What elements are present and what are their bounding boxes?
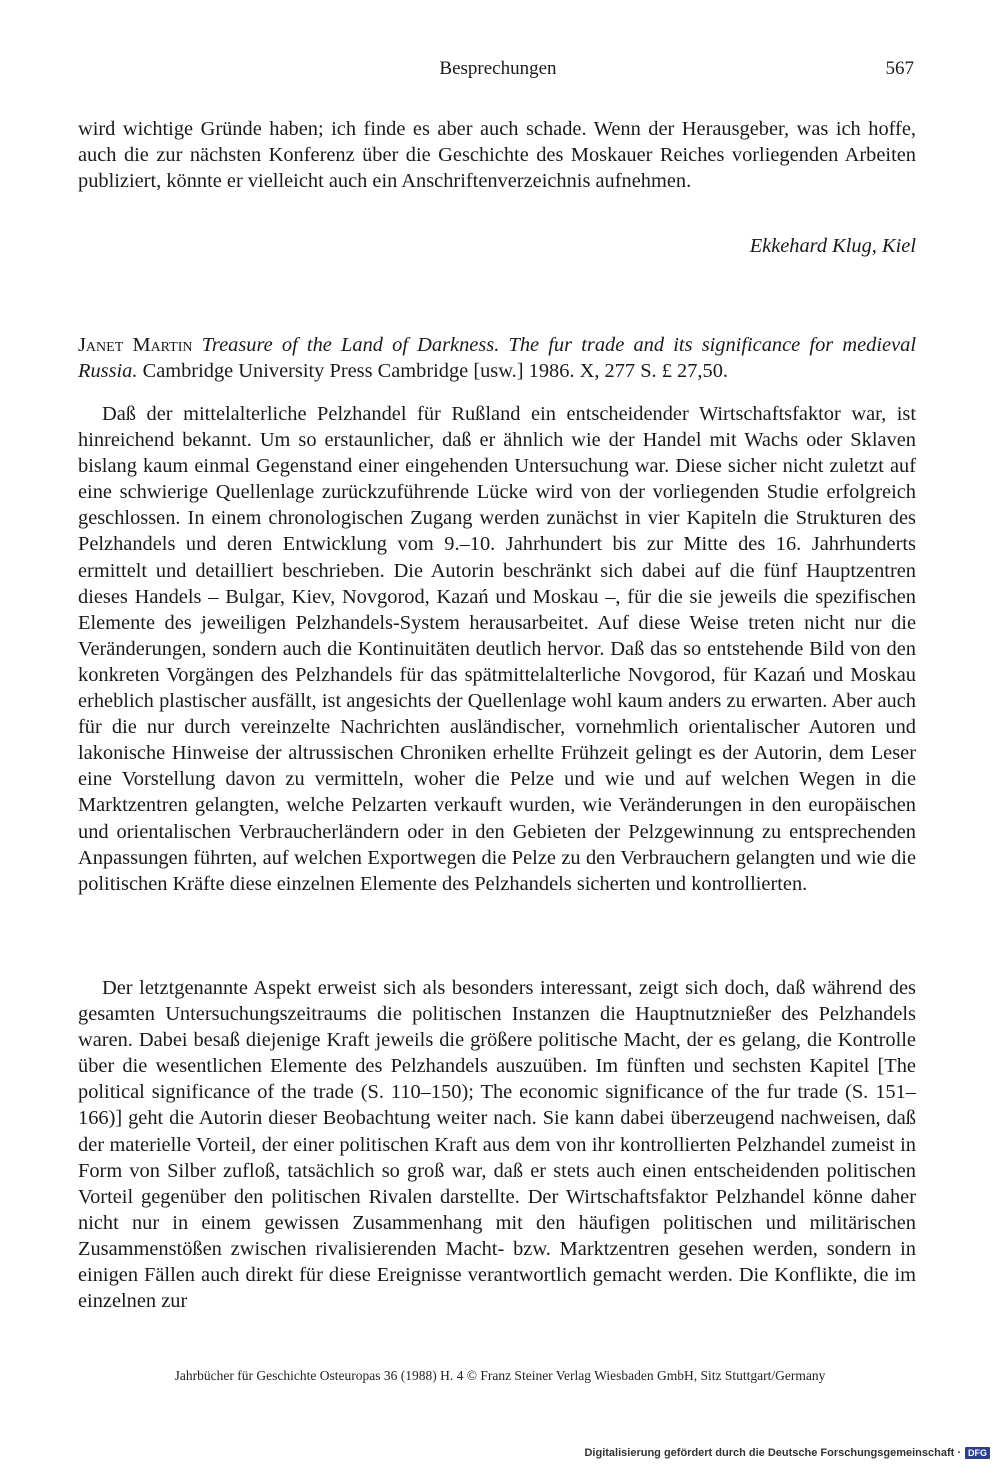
- continuation-paragraph: wird wichtige Gründe haben; ich finde es aber auch schade. Wenn der Herausgeber, was ich hoffe, auch die zur nächsten Konferenz über die Geschichte des Moskauer Reiches vorliegenden Arbeiten publiziert, könnte er vielleicht auch ein Anschriftenverzeichnis aufnehmen.: [78, 118, 916, 193]
- book-title: Treasure of the Land of Darkness. The fur trade and its significance for medieval Russia.: [78, 334, 916, 382]
- digitization-note: [584, 1447, 990, 1459]
- digitization-text: Digitalisierung gefördert durch die Deutsche Forschungsgemeinschaft ·: [584, 1447, 961, 1459]
- reviewer-signature: Ekkehard Klug, Kiel: [749, 235, 916, 257]
- dfg-logo-icon: DFG: [965, 1447, 990, 1459]
- review-paragraph-2: Der letztgenannte Aspekt erweist sich als besonders interessant, zeigt sich doch, daß während des gesamten Untersuchungszeitraums die politischen Instanzen die Hauptnutznießer des Pelzhandels waren. Dabei besaß diejenige Kraft jeweils die größere politische Macht, der es gelang, die Kontrolle über die wesentlichen Elemente des Pelzhandels auszuüben. Im fünften und sechsten Kapitel [The political significance of the trade (S. 110–150); The economic significance of the fur trade (S. 151–166)] geht die Autorin dieser Beobachtung weiter nach. Sie kann dabei überzeugend nachweisen, daß der materielle Vorteil, der einer politischen Kraft aus dem von ihr kontrollierten Pelzhandel zumeist in Form von Silber zufloß, tatsächlich so groß war, daß er stets auch einen entscheidenden politischen Vorteil gegenüber den politischen Rivalen darstellte. Der Wirtschaftsfaktor Pelzhandel könne daher nicht nur in einem gewissen Zusammenhang mit den häufigen politischen und militärischen Zusammenstößen zwischen rivalisierenden Macht- bzw. Marktzentren gesehen werden, sondern in einigen Fällen auch direkt für diese Ereignisse verantwortlich gemacht werden. Die Konflikte, die im einzelnen zur: [78, 977, 916, 1313]
- book-reference: [78, 332, 916, 384]
- running-header: [78, 58, 918, 90]
- book-author: Janet Martin: [78, 334, 193, 356]
- running-title: Besprechungen: [439, 58, 557, 79]
- review-paragraph-1: Daß der mittelalterliche Pelzhandel für Rußland ein entscheidender Wirtschaftsfaktor war, ist hinreichend bekannt. Um so erstaunlicher, daß er ähnlich wie der Handel mit Wachs oder Sklaven bislang kaum einmal Gegenstand einer eingehenden Untersuchung war. Diese sicher nicht zuletzt auf eine schwierige Quellenlage zurückzuführende Lücke wird von der vorliegenden Studie erfolgreich geschlossen. In einem chronologischen Zugang werden zunächst in vier Kapiteln die Strukturen des Pelzhandels und deren Entwicklung vom 9.–10. Jahrhundert bis zur Mitte des 16. Jahrhunderts ermittelt und detailliert beschrieben. Die Autorin beschränkt sich dabei auf die fünf Hauptzentren dieses Handels – Bulgar, Kiev, Novgorod, Kazań und Moskau –, für die sie jeweils die spezifischen Elemente des jeweiligen Pelzhandels-System herausarbeitet. Auf diese Weise treten nicht nur die Veränderungen, sondern auch die Kontinuitäten deutlich hervor. Daß das so entstehende Bild von den konkreten Vorgängen des Pelzhandels für das spätmittelalterliche Novgorod, für Kazań und Moskau erheblich plastischer ausfällt, ist angesichts der Quellenlage wohl kaum anders zu erwarten. Aber auch für die nur durch vereinzelte Nachrichten ausländischer, vornehmlich orientalischer Autoren und lakonische Hinweise der altrussischen Chroniken erhellte Frühzeit gelingt es der Autorin, dem Leser eine Vorstellung davon zu vermitteln, woher die Pelze und wie und auf welchen Wegen in die Marktzentren gelangten, welche Pelzarten verkauft wurden, wie Veränderungen in den europäischen und orientalischen Verbraucherländern oder in den Gebieten der Pelzgewinnung zu entsprechenden Anpassungen führten, auf welchen Exportwegen die Pelze zu den Verbrauchern gelangten und wie die politischen Kräfte diese einzelnen Elemente des Pelzhandels sicherten und kontrollierten.: [78, 403, 916, 895]
- journal-footer: Jahrbücher für Geschichte Osteuropas 36 (1988) H. 4 © Franz Steiner Verlag Wiesbaden GmbH, Sitz Stuttgart/Germany: [174, 1368, 826, 1383]
- page-number: 567: [885, 58, 914, 79]
- publication-info: Cambridge University Press Cambridge [usw.] 1986. X, 277 S. £ 27,50.: [142, 360, 729, 382]
